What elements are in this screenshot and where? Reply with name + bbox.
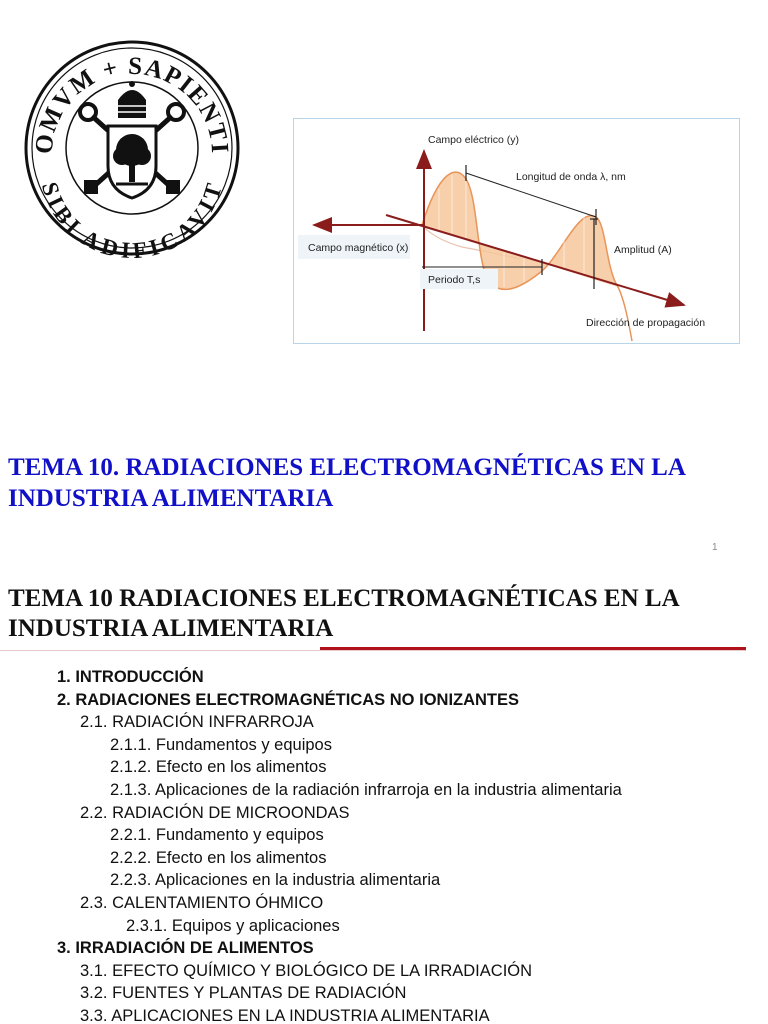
toc-item: 3. IRRADIACIÓN DE ALIMENTOS bbox=[57, 939, 314, 958]
seal-text-top: OMVM + SAPIENTI bbox=[30, 52, 234, 156]
label-amplitude: Amplitud (A) bbox=[614, 244, 672, 256]
label-electric-field: Campo eléctrico (y) bbox=[428, 134, 520, 146]
seal-text-bottom: SIBI ADIFICAVIT bbox=[36, 179, 228, 258]
em-wave-graphic bbox=[294, 119, 741, 345]
toc-item: 2.1.3. Aplicaciones de la radiación infrarroja en la industria alimentaria bbox=[110, 780, 622, 799]
toc-item: 3.1. EFECTO QUÍMICO Y BIOLÓGICO DE LA IRRADIACIÓN bbox=[80, 961, 533, 980]
toc-item: 2.1.2. Efecto en los alimentos bbox=[110, 758, 327, 777]
toc-item: 3.2. FUENTES Y PLANTAS DE RADIACIÓN bbox=[80, 984, 407, 1003]
label-wavelength: Longitud de onda λ, nm bbox=[516, 171, 626, 183]
seal-graphic bbox=[22, 38, 242, 258]
toc-item: 2.3. CALENTAMIENTO ÓHMICO bbox=[80, 893, 324, 912]
toc-item: 2. RADIACIONES ELECTROMAGNÉTICAS NO IONIZANTES bbox=[57, 690, 520, 709]
university-seal bbox=[22, 38, 242, 258]
toc-item: 2.2.1. Fundamento y equipos bbox=[110, 826, 324, 845]
label-period: Periodo T,s bbox=[428, 274, 481, 286]
em-wave-diagram bbox=[293, 118, 740, 344]
slide-number: 1 bbox=[712, 542, 718, 553]
toc-item: 2.1.1. Fundamentos y equipos bbox=[110, 735, 332, 754]
toc-item: 3.3. APLICACIONES EN LA INDUSTRIA ALIMENTARIA bbox=[80, 1006, 490, 1024]
toc-item: 1. INTRODUCCIÓN bbox=[57, 668, 204, 686]
toc-item: 2.2.2. Efecto en los alimentos bbox=[110, 848, 327, 867]
label-propagation: Dirección de propagación bbox=[586, 317, 706, 329]
title-divider bbox=[0, 650, 746, 651]
label-magnetic-field: Campo magnético (x) bbox=[308, 242, 409, 254]
toc-item: 2.3.1. Equipos y aplicaciones bbox=[126, 916, 340, 935]
toc-item: 2.1. RADIACIÓN INFRARROJA bbox=[80, 713, 314, 732]
slide-2-title: TEMA 10 RADIACIONES ELECTROMAGNÉTICAS EN LA INDUSTRIA ALIMENTARIA bbox=[8, 585, 679, 642]
toc-item: 2.2.3. Aplicaciones en la industria alimentaria bbox=[110, 871, 441, 890]
table-of-contents bbox=[0, 666, 768, 1024]
slide-2 bbox=[0, 556, 768, 1024]
slide-1-title: TEMA 10. RADIACIONES ELECTROMAGNÉTICAS EN LA INDUSTRIA ALIMENTARIA bbox=[8, 454, 685, 512]
toc-item: 2.2. RADIACIÓN DE MICROONDAS bbox=[80, 803, 350, 822]
